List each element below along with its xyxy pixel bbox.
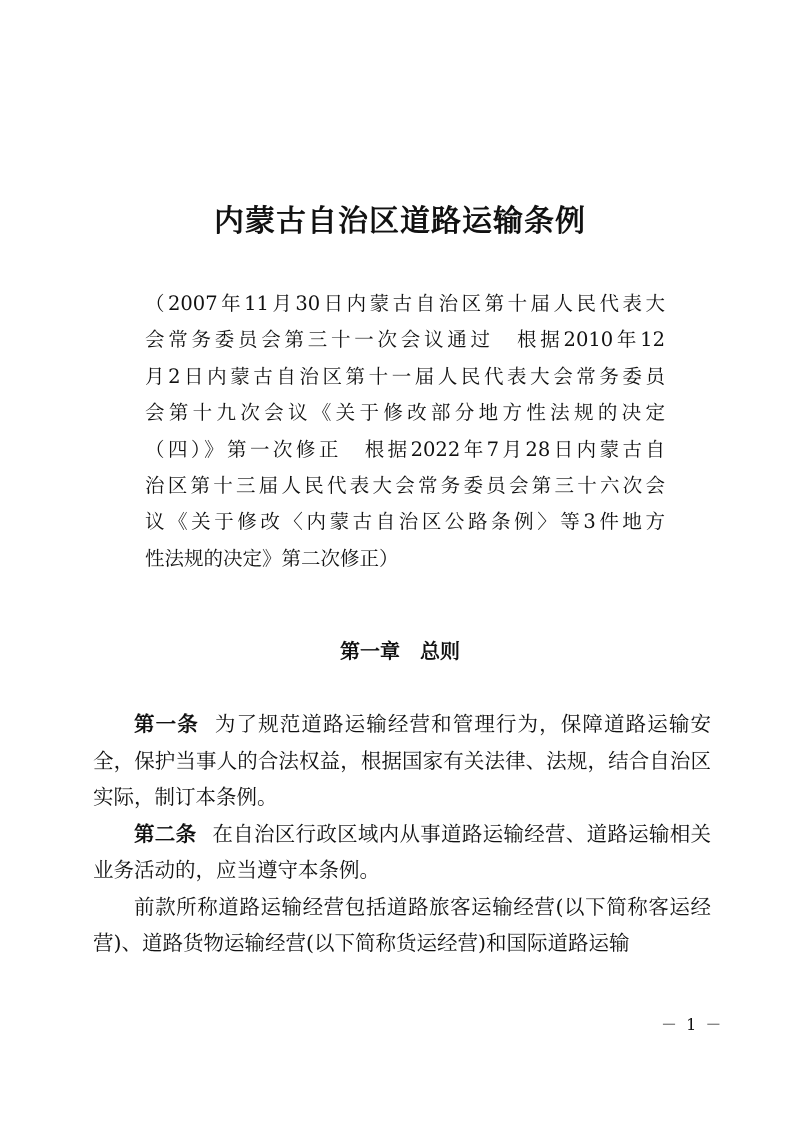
article-label: 第二条 (134, 821, 197, 846)
chapter-heading: 第一章 总则 (340, 639, 460, 663)
page-number: － 1 － (661, 1015, 724, 1034)
document-title: 内蒙古自治区道路运输条例 (214, 204, 586, 239)
article-body (93, 706, 711, 962)
revision-note-line: 会第十九次会议《关于修改部分地方性法规的决定 (145, 401, 665, 425)
revision-note-line: 性法规的决定》第二次修正） (145, 546, 399, 570)
revision-note-line: （2007年11月30日内蒙古自治区第十届人民代表大 (145, 292, 665, 315)
revision-note-line: （四）》第一次修正 根据2022年7月28日内蒙古自 (145, 437, 665, 461)
revision-note-line: 治区第十三届人民代表大会常务委员会第三十六次会 (145, 474, 665, 498)
continuation-paragraph: 前款所称道路运输经营包括道路旅客运输经营(以下简称客运经营)、道路货物运输经营(以下简称货运经营)和国际道路运输 (93, 894, 711, 955)
article-text: 在自治区行政区域内从事道路运输经营、道路运输相关业务活动的，应当遵守本条例。 (93, 821, 712, 882)
article-paragraph (93, 706, 711, 816)
article-text: 为了规范道路运输经营和管理行为，保障道路运输安全，保护当事人的合法权益，根据国家有关法律、法规，结合自治区实际，制订本条例。 (93, 712, 712, 809)
revision-note (145, 286, 665, 577)
article-label: 第一条 (134, 712, 199, 736)
revision-note-line: 会常务委员会第三十一次会议通过 根据2010年12 (145, 328, 665, 352)
article-paragraph (93, 816, 711, 889)
revision-note-line: 议《关于修改〈内蒙古自治区公路条例〉等3件地方 (145, 510, 665, 534)
revision-note-line: 月2日内蒙古自治区第十一届人民代表大会常务委员 (145, 364, 665, 388)
